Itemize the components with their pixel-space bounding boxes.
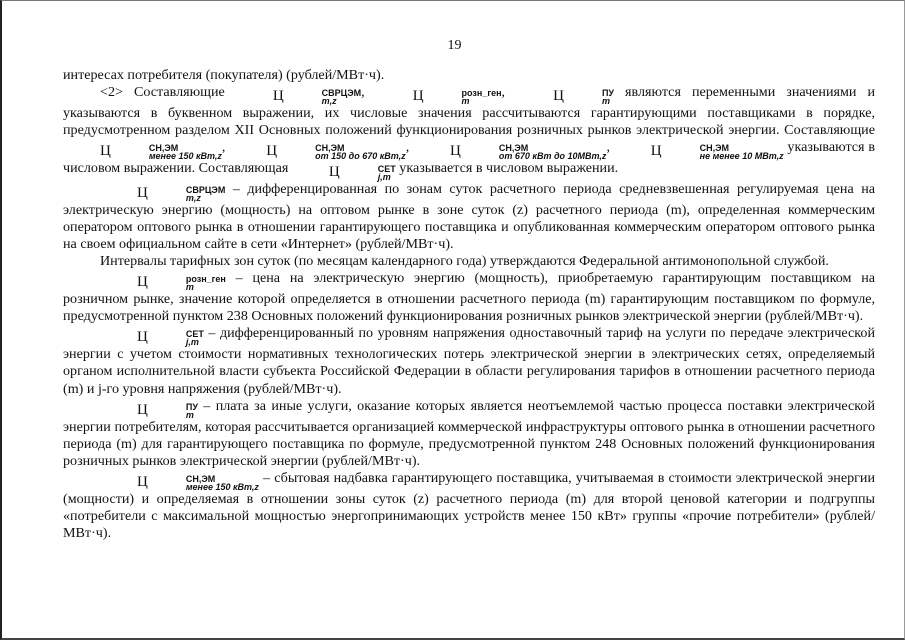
- text-fragment: их числовые значения рассчитываются гарантирующими поставщиками в порядке, предусмотренном разделом XII: [63, 105, 875, 139]
- page-number: 19: [447, 38, 462, 53]
- formula-symbol: Ц СВРЦЭМ m,z: [272, 88, 362, 107]
- text-fragment: <2> Составляющие: [100, 84, 236, 101]
- formula-symbol: Ц СН,ЭМ менее 150 кВт,z: [137, 473, 259, 492]
- paragraph-rozn-gen: Ц розн_ген m – цена на электрическую энергию (мощность), приобретаемую гарантирующим поставщиком на розничном рынке, значение которой определяется в отношении расчетного периода (m) гарантирующим поставщиком по формуле, предусмотренной пунктом 238 Основных положений функционирования розничных рынков электрической энергии (рублей/МВт·ч).: [63, 270, 875, 325]
- formula-symbol: Ц розн_ген m: [137, 274, 226, 293]
- formula-symbol: Ц СН,ЭМ от 150 до 670 кВт,z: [266, 143, 406, 162]
- text-line: интересах потребителя (покупателя) (рублей/МВт·ч).: [63, 67, 385, 83]
- paragraph-intervals: Интервалы тарифных зон суток (по месяцам календарного года) утверждаются Федеральной антимонопольной службой.: [100, 253, 829, 270]
- formula-symbol: Ц СВРЦЭМ m,z: [137, 185, 226, 204]
- formula-symbol: Ц СН,ЭМ не менее 10 МВт,z: [650, 143, 784, 162]
- paragraph-sn-em: Ц СН,ЭМ менее 150 кВт,z – сбытовая надбавка гарантирующего поставщика, учитываемая в стоимости электрической энергии (мощности) и определяемая в отношении зоны суток (z) расчетного периода (m) для второй ценовой категории и подгруппы «потребители с максимальной мощностью энергопринимающих устройств менее 150 кВт» группы «прочие потребители» (рублей/МВт·ч).: [63, 469, 876, 541]
- formula-symbol: Ц СН,ЭМ менее 150 кВт,z: [100, 143, 222, 162]
- formula-symbol: Ц СЕТ j,m: [328, 164, 396, 183]
- formula-symbol: Ц ПУ m: [553, 88, 615, 107]
- document-body: [63, 67, 875, 542]
- formula-symbol: Ц ПУ m: [137, 401, 198, 420]
- paragraph-svrcem: Ц СВРЦЭМ m,z – дифференцированная по зонам суток расчетного периода средневзвешенная регулируемая цена на электрическую энергию (мощность) на оптовом рынке в зоне суток (z) расчетного периода (m), определенная коммерческим оператором оптового рынка в отношении гарантирующего поставщика и опубликованная коммерческим оператором оптового рынка на своем официальном сайте в сети «Интернет» (рублей/МВт·ч).: [63, 181, 876, 253]
- formula-symbol: Ц розн_ген m: [412, 88, 502, 107]
- formula-symbol: Ц СЕТ j,m: [137, 329, 204, 348]
- paragraph-set: Ц СЕТ j,m – дифференцированный по уровням напряжения одноставочный тариф на услуги по передаче электрической энергии с учетом стоимости нормативных технологических потерь электрической энергии в электрических сетях, определяемый органом исполнительной власти субъекта Российской Федерации в области регулирования тарифов в отношении расчетного периода (m) и j-го уровня напряжения (рублей/МВт·ч).: [63, 325, 876, 397]
- paragraph-pu: Ц ПУ m – плата за иные услуги, оказание которых является неотъемлемой частью процесса поставки электрической энергии потребителям, которая рассчитывается организацией коммерческой инфраструктуры оптового рынка в отношении расчетного периода (m) для гарантирующего поставщика по формуле, предусмотренной пунктом 248 Основных положений функционирования розничных рынков электрической энергии (рублей/МВт·ч).: [63, 397, 875, 469]
- paragraph-note-2: <2> Составляющие Ц СВРЦЭМ m,z , Ц розн_ген m , Ц ПУ m являются переменными значениями и указываются в буквенном выражении, их числовые значения рассчитываются гарантирующими поставщиками в порядке, предусмотренном разделом XII Основных положений функционирования розничных рынков электрической энергии. Составляющие Ц СН,ЭМ менее 150 кВт,z , Ц СН,ЭМ от 150 до 670 кВт,z , Ц СН,ЭМ от 670 кВт до 10МВт,z , Ц СН,ЭМ не менее 10 МВт,z указываются в числовом выражении. Составляющая Ц СЕТ j,m указывается в числовом выражении.: [63, 84, 876, 183]
- formula-symbol: Ц СН,ЭМ от 670 кВт до 10МВт,z: [450, 143, 607, 162]
